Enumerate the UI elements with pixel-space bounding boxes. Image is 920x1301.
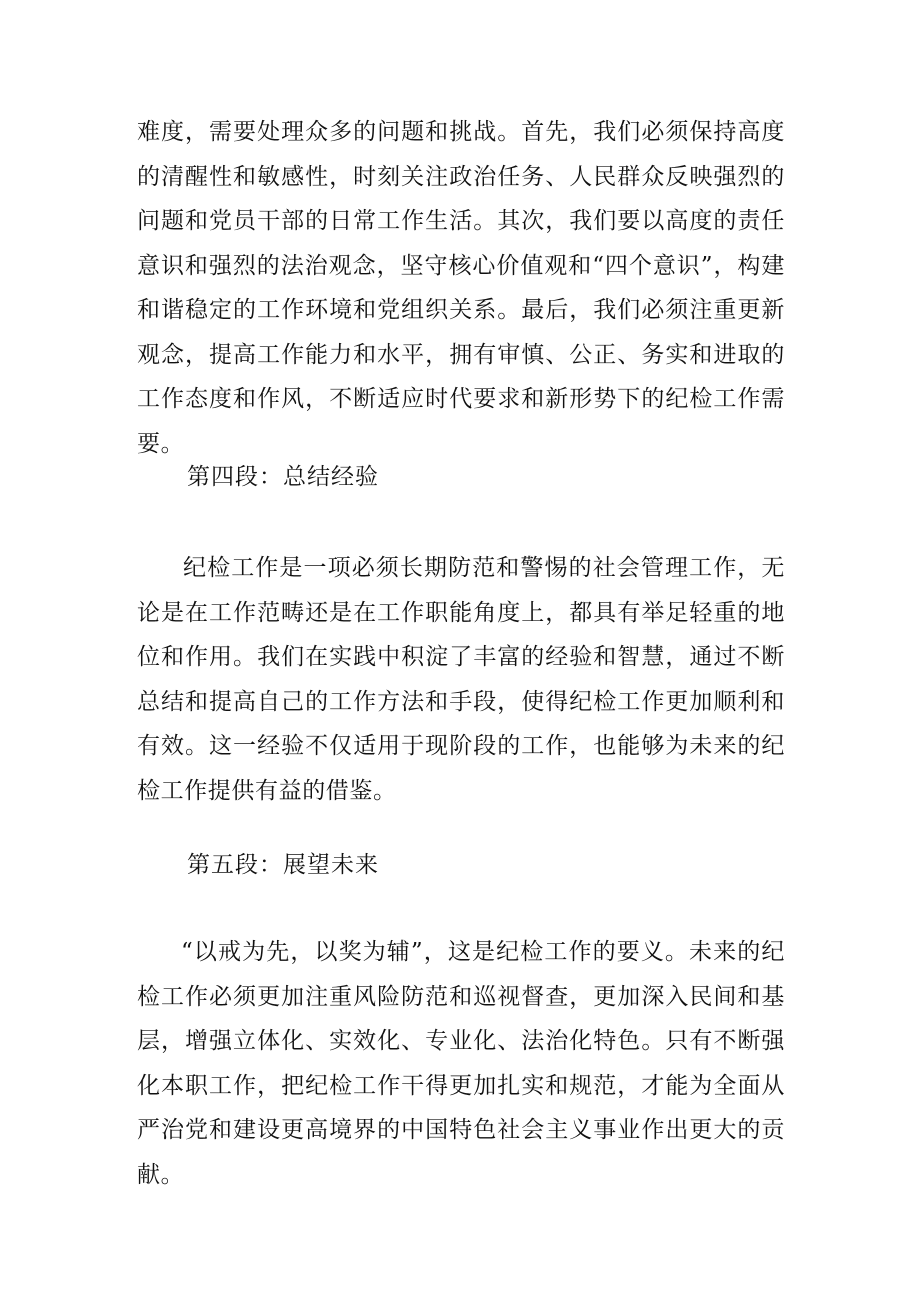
section-heading-5: 第五段：展望未来 (187, 852, 379, 878)
section-heading-4: 第四段：总结经验 (187, 464, 379, 490)
paragraph-continuation: 难度，需要处理众多的问题和挑战。首先，我们必须保持高度的清醒性和敏感性，时刻关注政治任务、人民群众反映强烈的问题和党员干部的日常工作生活。其次，我们要以高度的责任意识和强烈的法治观念，坚守核心价值观和“四个意识”，构建和谐稳定的工作环境和党组织关系。最后，我们必须注重更新观念，提高工作能力和水平，拥有审慎、公正、务实和进取的工作态度和作风，不断适应时代要求和新形势下的纪检工作需要。 (137, 119, 785, 457)
paragraph-summary: 纪检工作是一项必须长期防范和警惕的社会管理工作，无论是在工作范畴还是在工作职能角度上，都具有举足轻重的地位和作用。我们在实践中积淀了丰富的经验和智慧，通过不断总结和提高自己的工作方法和手段，使得纪检工作更加顺利和有效。这一经验不仅适用于现阶段的工作，也能够为未来的纪检工作提供有益的借鉴。 (137, 555, 785, 804)
paragraph-outlook: “以戒为先，以奖为辅”，这是纪检工作的要义。未来的纪检工作必须更加注重风险防范和巡视督查，更加深入民间和基层，增强立体化、实效化、专业化、法治化特色。只有不断强化本职工作，把纪检工作干得更加扎实和规范，才能为全面从严治党和建设更高境界的中国特色社会主义事业作出更大的贡献。 (137, 939, 785, 1188)
